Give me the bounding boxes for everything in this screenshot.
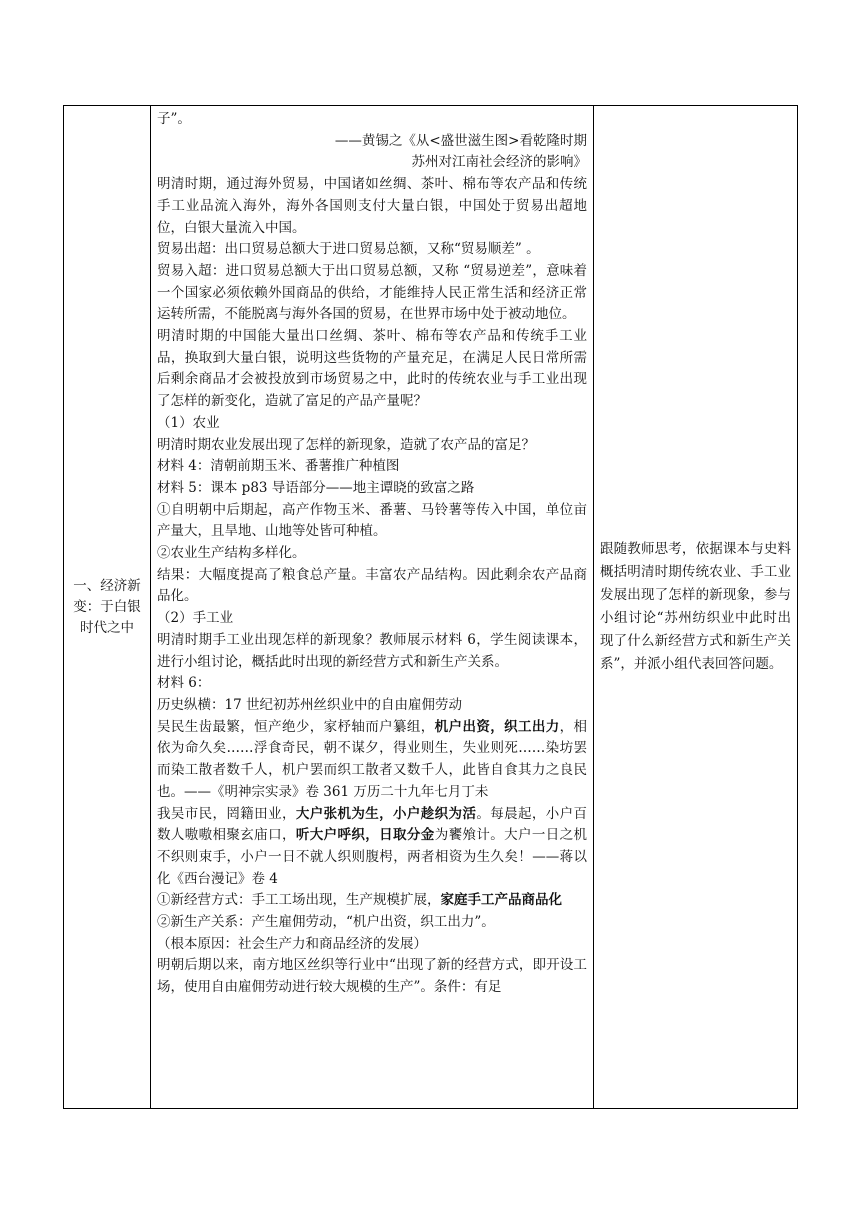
citation-line: ——黄锡之《从<盛世滋生图>看乾隆时期 xyxy=(334,132,587,149)
teaching-content-cell xyxy=(151,106,594,1109)
paragraph: 结果：大幅度提高了粮食总产量。丰富农产品结构。因此剩余农产品商品化。 xyxy=(157,566,587,605)
paragraph: 明清时期手工业出现怎样的新现象？教师展示材料 6，学生阅读课本，进行小组讨论，概括此时出现的新经营方式和新生产关系。 xyxy=(157,631,587,670)
paragraph: ①自明朝中后期起，高产作物玉米、番薯、马铃薯等传入中国，单位亩产量大，且旱地、山地等处皆可种植。 xyxy=(157,501,587,540)
paragraph: 明清时期农业发展出现了怎样的新现象，造就了农产品的富足？ xyxy=(157,436,535,453)
subheading-agriculture: （1）农业 xyxy=(157,414,220,431)
paragraph: 历史纵横：17 世纪初苏州丝织业中的自由雇佣劳动 xyxy=(157,696,462,713)
paragraph: ②新生产关系：产生雇佣劳动，“机户出资，织工出力”。 xyxy=(157,914,495,931)
quote-text: ，相依为命久矣……浮食奇民，朝不谋夕，得业则生，失业则死……染坊罢而染工散者数千人，机户罢而织工散者又数千人，此皆自食其力之良民也。——《明神宗实录》卷 361 万历二十九年七月丁未 xyxy=(157,718,588,800)
quote-text: 。每晨起，小户百数人嗷嗷相聚玄庙口， xyxy=(157,805,588,844)
quote-text: 吴民生齿最繁，恒产绝少，家杼轴而户纂组， xyxy=(157,718,435,735)
paragraph: 贸易出超：出口贸易总额大于进口贸易总额，又称“贸易顺差” 。 xyxy=(157,241,540,258)
paragraph: 材料 6： xyxy=(157,675,211,692)
quote-text: 为饔飧计。大户一日之机不织则束手，小户一日不就人织则腹枵，两者相资为生久矣！——蒋以化《西台漫记》卷 4 xyxy=(157,827,588,887)
quote-emphasis: 听大户呼织，日取分金 xyxy=(295,827,435,844)
text: ①新经营方式：手工工场出现，生产规模扩展， xyxy=(157,892,441,909)
paragraph: 明清时期的中国能大量出口丝绸、茶叶、棉布等农产品和传统手工业品，换取到大量白银，说明这些货物的产量充足，在满足人民日常所需后剩余商品才会被投放到市场贸易之中，此时的传统农业与手工业出现了怎样的新变化，造就了富足的产品产量呢？ xyxy=(157,328,587,410)
paragraph: 材料 4：清朝前期玉米、番薯推广种植图 xyxy=(157,458,400,475)
paragraph: 明清时期，通过海外贸易，中国诸如丝绸、茶叶、棉布等农产品和传统手工业品流入海外，海外各国则支付大量白银，中国处于贸易出超地位，白银大量流入中国。 xyxy=(157,176,587,236)
paragraph: 明朝后期以来，南方地区丝织等行业中“出现了新的经营方式，即开设工场，使用自由雇佣劳动进行较大规模的生产”。条件：有足 xyxy=(157,957,587,996)
section-label: 一、经济新变：于白银时代之中 xyxy=(73,577,141,636)
paragraph: 材料 5：课本 p83 导语部分——地主谭晓的致富之路 xyxy=(157,479,475,496)
paragraph: 贸易入超：进口贸易总额大于出口贸易总额，又称 “贸易逆差”，意味着一个国家必须依赖外国商品的供给，才能维持人民正常生活和经济正常运转所需，不能脱离与海外各国的贸易，在世界市场中处于被动地位。 xyxy=(157,262,587,323)
paragraph: 子”。 xyxy=(157,111,191,127)
emphasis: 家庭手工产品商品化 xyxy=(440,892,562,909)
quote-emphasis: 机户出资，织工出力 xyxy=(434,718,560,735)
table-row xyxy=(64,106,798,1109)
subheading-handicraft: （2）手工业 xyxy=(157,610,234,627)
paragraph: ②农业生产结构多样化。 xyxy=(157,545,306,562)
source-quote xyxy=(157,717,587,804)
quote-text: 我吴市民，罔籍田业， xyxy=(157,805,296,822)
citation-line: 苏州对江南社会经济的影响》 xyxy=(411,154,587,171)
student-activity-text: 跟随教师思考，依据课本与史料概括明清时期传统农业、手工业发展出现了怎样的新现象，参与小组讨论“苏州纺织业中此时出现了什么新经营方式和新生产关系”，并派小组代表回答问题。 xyxy=(600,541,791,672)
paragraph: （根本原因：社会生产力和商品经济的发展） xyxy=(157,935,427,952)
paragraph xyxy=(157,890,587,912)
lesson-table xyxy=(63,105,798,1109)
quote-emphasis: 大户张机为生，小户趁织为活 xyxy=(295,805,477,822)
source-quote xyxy=(157,804,587,891)
section-label-cell xyxy=(64,106,151,1109)
student-activity-cell xyxy=(594,106,798,1109)
